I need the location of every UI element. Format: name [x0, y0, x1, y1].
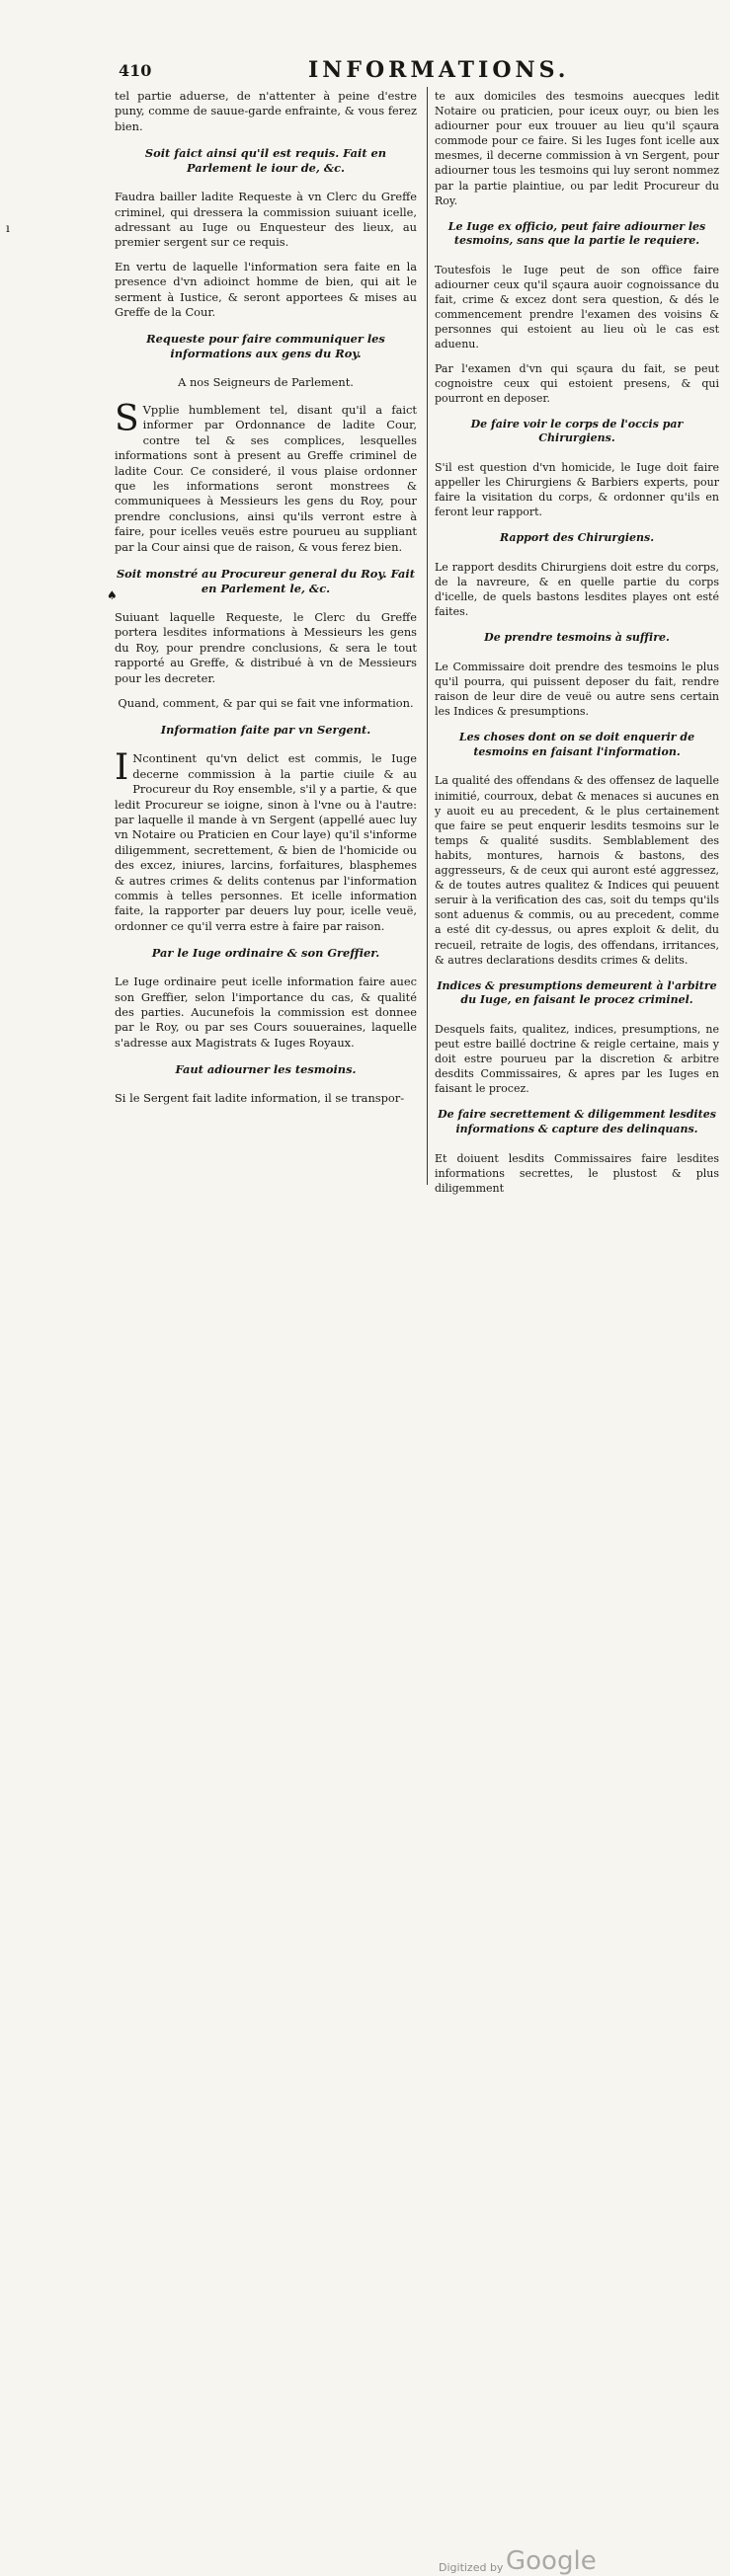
paragraph: Par l'examen d'vn qui sçaura du fait, se peut cognoistre ceux qui estoient presens, & qui pourront en deposer.	[435, 361, 719, 405]
margin-mark: ı	[6, 221, 10, 235]
paragraph-with-dropcap	[115, 747, 417, 934]
paragraph: Suiuant laquelle Requeste, le Clerc du Greffe portera lesdites informations à Messieurs les gens du Roy, pour prendre conclusions, & sera le tout rapporté au Greffe, & distribué à vn de Messieurs pour les decreter.	[115, 609, 417, 685]
paragraph: Faudra bailler ladite Requeste à vn Clerc du Greffe criminel, qui dressera la commission suiuant icelle, adressant au Iuge ou Enquesteur des lieux, au premier sergent sur ce requis.	[115, 190, 417, 250]
paragraph: Le Iuge ordinaire peut icelle information faire auec son Greffier, selon l'importance du cas, & qualité des parties. Aucunefois la commission est donnee par le Roy, ou par ses Cours souueraines, laquelle s'adresse aux Magistrats & Iuges Royaux.	[115, 975, 417, 1050]
drop-cap: I	[115, 747, 129, 789]
paragraph: Le Commissaire doit prendre des tesmoins le plus qu'il pourra, qui puissent deposer du fait, rendre raison de leur dire de veuë ou autre sens certain les Indices & presumptions.	[435, 660, 719, 719]
paragraph-text: Ncontinent qu'vn delict est commis, le Iuge decerne commission à la partie ciuile & au Procureur du Roy ensemble, s'il y a partie, & que ledit Procureur se ioigne, sinon à l'vne ou à l'autre: par laquelle il mande à vn Sergent (appellé auec luy vn Notaire ou Praticien en Cour laye) qu'il s'informe diligemment, secrettement, & bien de l'homicide ou des excez, iniures, larcins, forfaitures, blasphemes & autres crimes & delits contenus par l'information commis à telles personnes. Et icelle information faite, la rapporter par deuers luy pour, icelle veuë, ordonner ce qu'il verra estre à faire par raison.	[115, 751, 417, 933]
paragraph: Et doiuent lesdits Commissaires faire lesdites informations secrettes, le plustost & plus diligemment	[435, 1151, 719, 1195]
plain-heading: Quand, comment, & par qui se fait vne information.	[118, 695, 414, 710]
running-title: INFORMATIONS.	[308, 57, 570, 83]
section-heading: Faut adiourner les tesmoins.	[175, 1062, 357, 1077]
digitized-by-label: Digitized by	[439, 2561, 504, 2574]
section-heading: Requeste pour faire communiquer les informations aux gens du Roy.	[146, 332, 385, 361]
section-heading: Soit faict ainsi qu'il est requis. Fait en Parlement le iour de, &c.	[144, 146, 387, 176]
section-heading: De prendre tesmoins à suffire.	[484, 631, 670, 645]
drop-cap: S	[115, 398, 139, 439]
page-footer	[0, 1270, 730, 2576]
section-heading: De faire voir le corps de l'occis par Chirurgiens.	[470, 417, 684, 445]
paragraph: Si le Sergent fait ladite information, il se transpor-	[115, 1091, 405, 1106]
section-heading: Par le Iuge ordinaire & son Greffier.	[151, 946, 380, 961]
section-heading: Les choses dont on se doit enquerir de tesmoins en faisant l'information.	[458, 731, 695, 758]
paragraph: Toutesfois le Iuge peut de son office faire adiourner ceux qu'il sçaura auoir cognoissance du fait, crime & excez dont sera question, & dés le commencement prendre l'examen des voisins & personnes qui estoient au lieu où le cas est aduenu.	[435, 263, 719, 351]
paragraph: S'il est question d'vn homicide, le Iuge doit faire appeller les Chirurgiens & Barbiers experts, pour faire la visitation du corps, & ordonner qu'ils en feront leur rapport.	[435, 460, 719, 519]
plain-heading: A nos Seigneurs de Parlement.	[178, 375, 354, 390]
paragraph: te aux domiciles des tesmoins auecques ledit Notaire ou praticien, pour iceux ouyr, ou bien les adiourner pour eux trouuer au lieu qu'il sçaura commode pour ce faire. Si les Iuges font icelle aux mesmes, il decerne commission à vn Sergent, pour adiourner tous les tesmoins qui luy seront nommez par la partie plaintiue, ou par ledit Procureur du Roy.	[435, 90, 719, 207]
section-heading: Indices & presumptions demeurent à l'arbitre du Iuge, en faisant le procez criminel.	[437, 978, 717, 1007]
paragraph-mark-icon: ♠	[107, 588, 118, 602]
right-column	[435, 89, 719, 1205]
paragraph: La qualité des offendans & des offensez de laquelle inimitié, courroux, debat & menaces si aucunes en y auoit eu au precedent, & le plus certainement que faire se peut enquerir lesdits tesmoins sur le temps & qualité susdits. Semblablement des habits, montures, harnois & bastons, des aggresseurs, & de ceux qui auront esté aggressez, & de toutes autres qualitez & Indices qui peuuent seruir à la verification des cas, soit du temps qu'ils sont aduenus & commis, ou au precedent, comme a esté dit cy-dessus, ou apres exploit & delit, du recueil, retraite de logis, des offendans, irritances, & autres declarations desdits crimes & delits.	[435, 774, 719, 967]
left-column	[115, 89, 417, 1116]
paragraph: Desquels faits, qualitez, indices, presumptions, ne peut estre baillé doctrine & reigle certaine, mais y doit estre pourueu par la discretion & arbitre desdits Commissaires, & apres par les Iuges en faisant le procez.	[435, 1022, 719, 1096]
section-heading: Information faite par vn Sergent.	[160, 723, 371, 738]
paragraph: Le rapport desdits Chirurgiens doit estre du corps, de la navreure, & en quelle partie du corps d'icelle, de quels bastons lesdites playes ont esté faites.	[435, 560, 719, 619]
column-divider	[427, 87, 428, 1185]
paragraph-text: Vpplie humblement tel, disant qu'il a faict informer par Ordonnance de ladite Cour, contre tel & ses complices, lesquelles informations sont à present au Greffe criminel de ladite Cour. Ce consideré, il vous plaise ordonner que les informations seront monstrees & communiquees à Messieurs les gens du Roy, pour prendre conclusions, ainsi qu'ils verront estre à faire, pour icelles veuës estre pourueu au suppliant par la Cour ainsi que de raison, & vous ferez bien.	[115, 402, 417, 554]
section-heading: Rapport des Chirurgiens.	[499, 531, 655, 545]
page-number: 410	[119, 61, 152, 80]
paragraph: En vertu de laquelle l'information sera faite en la presence d'vn adioinct homme de bien, qui ait le serment à Iustice, & seront apportees & mises au Greffe de la Cour.	[115, 259, 417, 320]
page-header	[0, 57, 730, 83]
section-heading: De faire secrettement & diligemment lesdites informations & capture des delinquans.	[438, 1108, 716, 1135]
google-watermark: Google	[506, 2546, 597, 2576]
paragraph: tel partie aduerse, de n'attenter à peine d'estre puny, comme de sauue-garde enfrainte, & vous ferez bien.	[115, 89, 417, 133]
paragraph-with-dropcap	[115, 398, 417, 555]
section-heading: Le Iuge ex officio, peut faire adiourner les tesmoins, sans que la partie le requiere.	[447, 219, 706, 248]
section-heading: Soit monstré au Procureur general du Roy. Fait en Parlement le, &c.	[116, 566, 416, 595]
